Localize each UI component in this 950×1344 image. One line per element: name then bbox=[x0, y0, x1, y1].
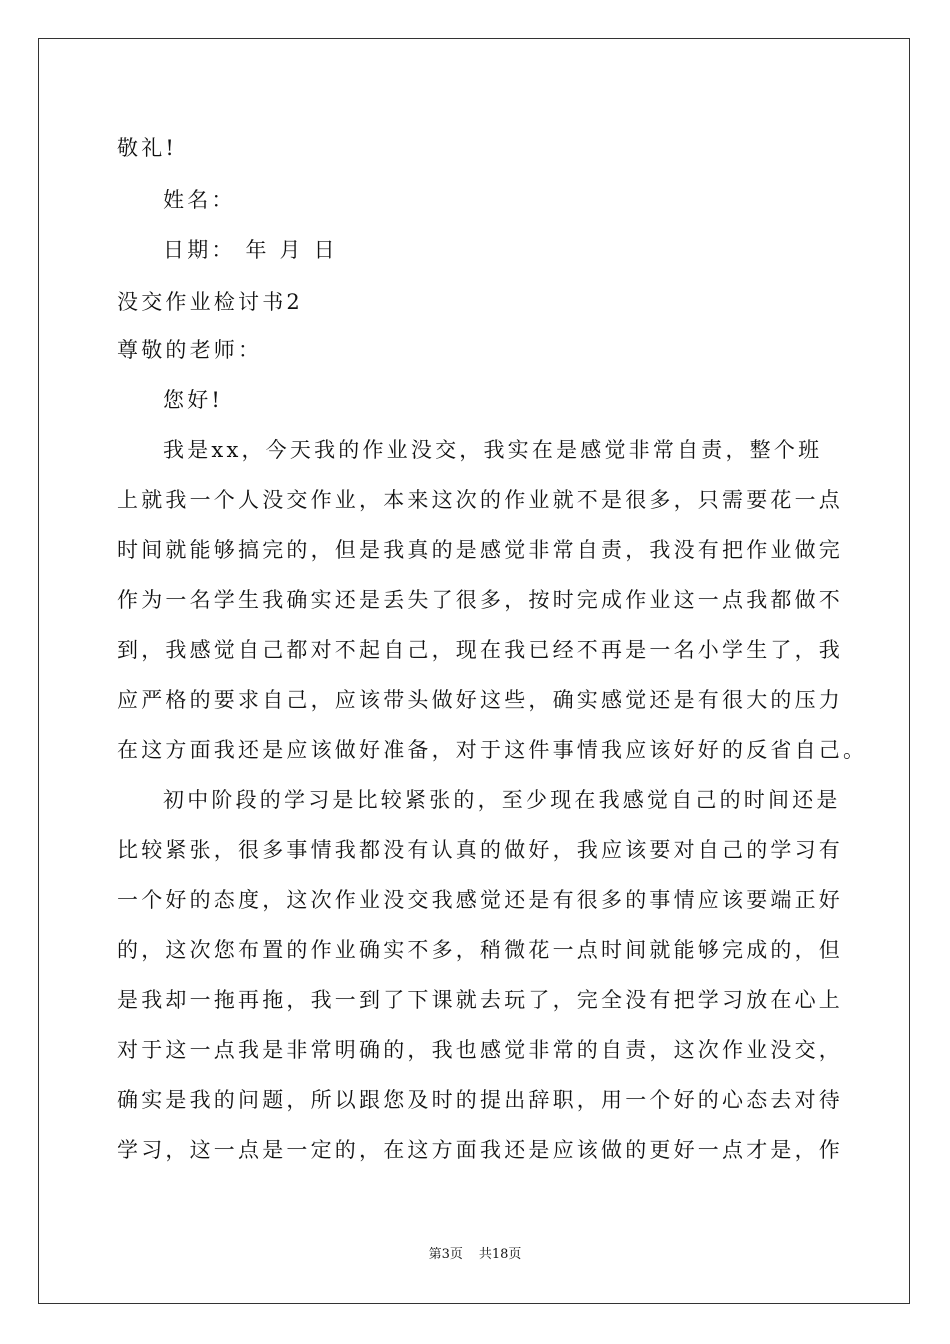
paragraph-2-line: 学习，这一点是一定的，在这方面我还是应该做的更好一点才是，作 bbox=[117, 1138, 843, 1162]
page-border bbox=[38, 38, 910, 1304]
paragraph-1-line: 上就我一个人没交作业，本来这次的作业就不是很多，只需要花一点 bbox=[117, 488, 843, 512]
paragraph-2-line: 一个好的态度，这次作业没交我感觉还是有很多的事情应该要端正好 bbox=[117, 888, 843, 912]
paragraph-2-line: 对于这一点我是非常明确的，我也感觉非常的自责，这次作业没交， bbox=[117, 1038, 843, 1062]
paragraph-2-line: 比较紧张，很多事情我都没有认真的做好，我应该要对自己的学习有 bbox=[117, 838, 843, 862]
greeting: 您好! bbox=[163, 388, 224, 412]
paragraph-1-line: 时间就能够搞完的，但是我真的是感觉非常自责，我没有把作业做完 bbox=[117, 538, 843, 562]
paragraph-1-line: 到，我感觉自己都对不起自己，现在我已经不再是一名小学生了，我 bbox=[117, 638, 843, 662]
page-number: 第3页 bbox=[428, 1247, 463, 1262]
salutation: 尊敬的老师： bbox=[117, 338, 263, 362]
paragraph-1-line: 作为一名学生我确实还是丢失了很多，按时完成作业这一点我都做不 bbox=[117, 588, 843, 612]
paragraph-2-line: 是我却一拖再拖，我一到了下课就去玩了，完全没有把学习放在心上 bbox=[117, 988, 843, 1012]
paragraph-1-line: 在这方面我还是应该做好准备，对于这件事情我应该好好的反省自己。 bbox=[117, 738, 868, 762]
paragraph-1-line: 我是xx，今天我的作业没交，我实在是感觉非常自责，整个班 bbox=[163, 438, 823, 462]
section-title: 没交作业检讨书2 bbox=[117, 290, 303, 314]
closing-salute: 敬礼! bbox=[117, 136, 178, 160]
paragraph-2-line: 初中阶段的学习是比较紧张的，至少现在我感觉自己的时间还是 bbox=[163, 788, 841, 812]
page-total: 共18页 bbox=[478, 1247, 522, 1262]
paragraph-2-line: 确实是我的问题，所以跟您及时的提出辞职，用一个好的心态去对待 bbox=[117, 1088, 843, 1112]
paragraph-1-line: 应严格的要求自己，应该带头做好这些，确实感觉还是有很大的压力 bbox=[117, 688, 843, 712]
date-label: 日期： 年 月 日 bbox=[163, 238, 338, 262]
paragraph-2-line: 的，这次您布置的作业确实不多，稍微花一点时间就能够完成的，但 bbox=[117, 938, 843, 962]
page-footer bbox=[0, 1246, 950, 1264]
name-label: 姓名： bbox=[163, 188, 236, 212]
